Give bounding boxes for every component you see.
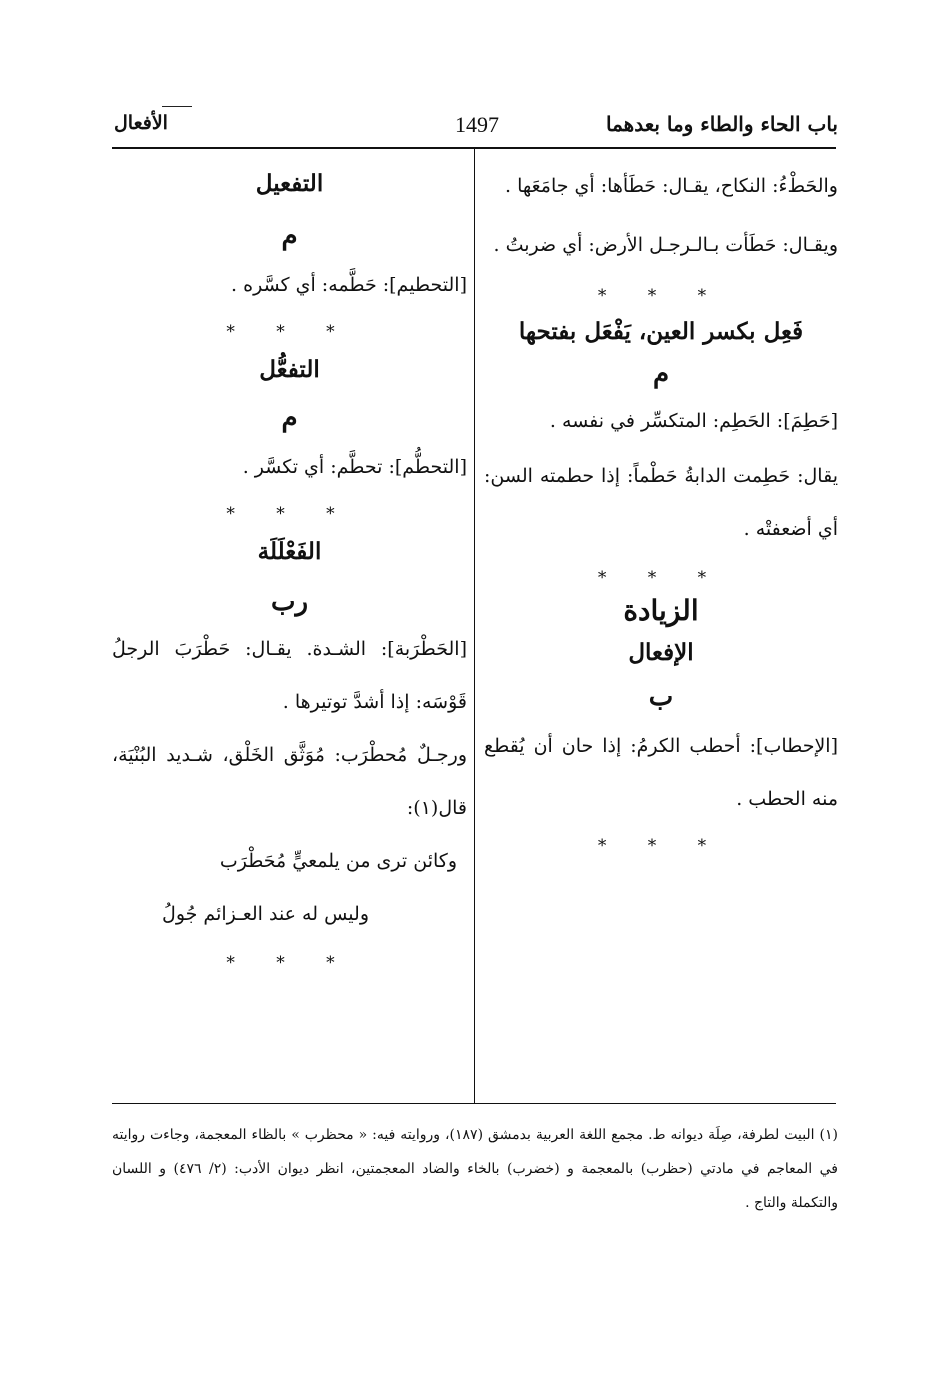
column-divider [474,148,475,1104]
separator-stars: * * * [597,836,725,856]
section-heading: التفعيل [255,170,324,197]
dictionary-entry: [الإحطاب]: أحطب الكرمُ: إذا حان أن يُقطع منه الحطب . [484,735,838,810]
section-heading: الفَعْلَلَة [257,538,322,565]
section-heading: فَعِل بكسر العين، يَفْعَل بفتحها [518,318,804,345]
separator-stars: * * * [226,504,353,524]
poem-verse: وليس له عند العـزائم جُولُ [162,903,369,925]
separator-stars: * * * [597,286,725,306]
separator-stars: * * * [226,953,353,973]
footnote: (١) البيت لطرفة، صِلَة ديوانه ط. مجمع اللغة العربية بدمشق (١٨٧)، وروايته فيه: « محظرب » بالظاء المعجمة، وجاءت روايته في المعاجم في مادتي (حظرب) بالمعجمة و (خضرب) بالخاء والضاد المعجمتين، انظر ديوان الأدب: (٢/ ٤٧٦) و اللسان والتكملة والتاج . [112,1127,839,1211]
section-heading: التفعُّل [259,356,320,383]
root-letter: م [652,359,670,389]
section-heading: الإفعال [628,639,694,666]
section-title: الأفعال [114,112,168,134]
root-letter: م [281,403,298,433]
root-letter: م [281,221,298,251]
paragraph: ويقـال: حَطَأت بـالـرجـل الأرض: أي ضربتُ . [493,234,838,256]
dictionary-entry: [التحطُّم]: تحطَّم: أي تكسَّر . [242,456,467,478]
paragraph: يقال: حَطِمت الدابةُ حَطْماً: إذا حطمته السن: أي أضعفتْه . [484,465,838,540]
section-heading: الزيادة [623,594,699,627]
separator-stars: * * * [597,568,725,588]
separator-stars: * * * [226,322,353,342]
paragraph: والحَطْءُ: النكاح، يقـال: حَطَأها: أي جامَعَها . [504,175,838,197]
dictionary-entry: [الحَطْرَبة]: الشـدة. يقـال: حَطْرَبَ الرجلُ قَوْسَه: إذا أشدَّ توتيرها . [112,638,467,713]
left-column [112,160,467,973]
page-number: 1497 [455,112,499,137]
right-column [484,160,838,856]
root-letter: رب [270,587,309,617]
dictionary-entry: ورجـلٌ مُحطْرَب: مُوَثَّق الخَلْق، شـديد البُنْيَة، قال(١): [112,744,467,819]
dictionary-entry: [حَطِمَ]: الحَطِم: المتكسِّر في نفسه . [549,410,838,432]
chapter-title: باب الحاء والطاء وما بعدهما [606,112,838,136]
root-letter: ب [648,682,674,712]
poem-verse: وكائن ترى من يلمعيٍّ مُحَطْرَب [219,850,457,872]
footnote-rule [112,1103,836,1104]
dictionary-entry: [التحطيم]: حَطَّمه: أي كسَّره . [231,274,467,296]
